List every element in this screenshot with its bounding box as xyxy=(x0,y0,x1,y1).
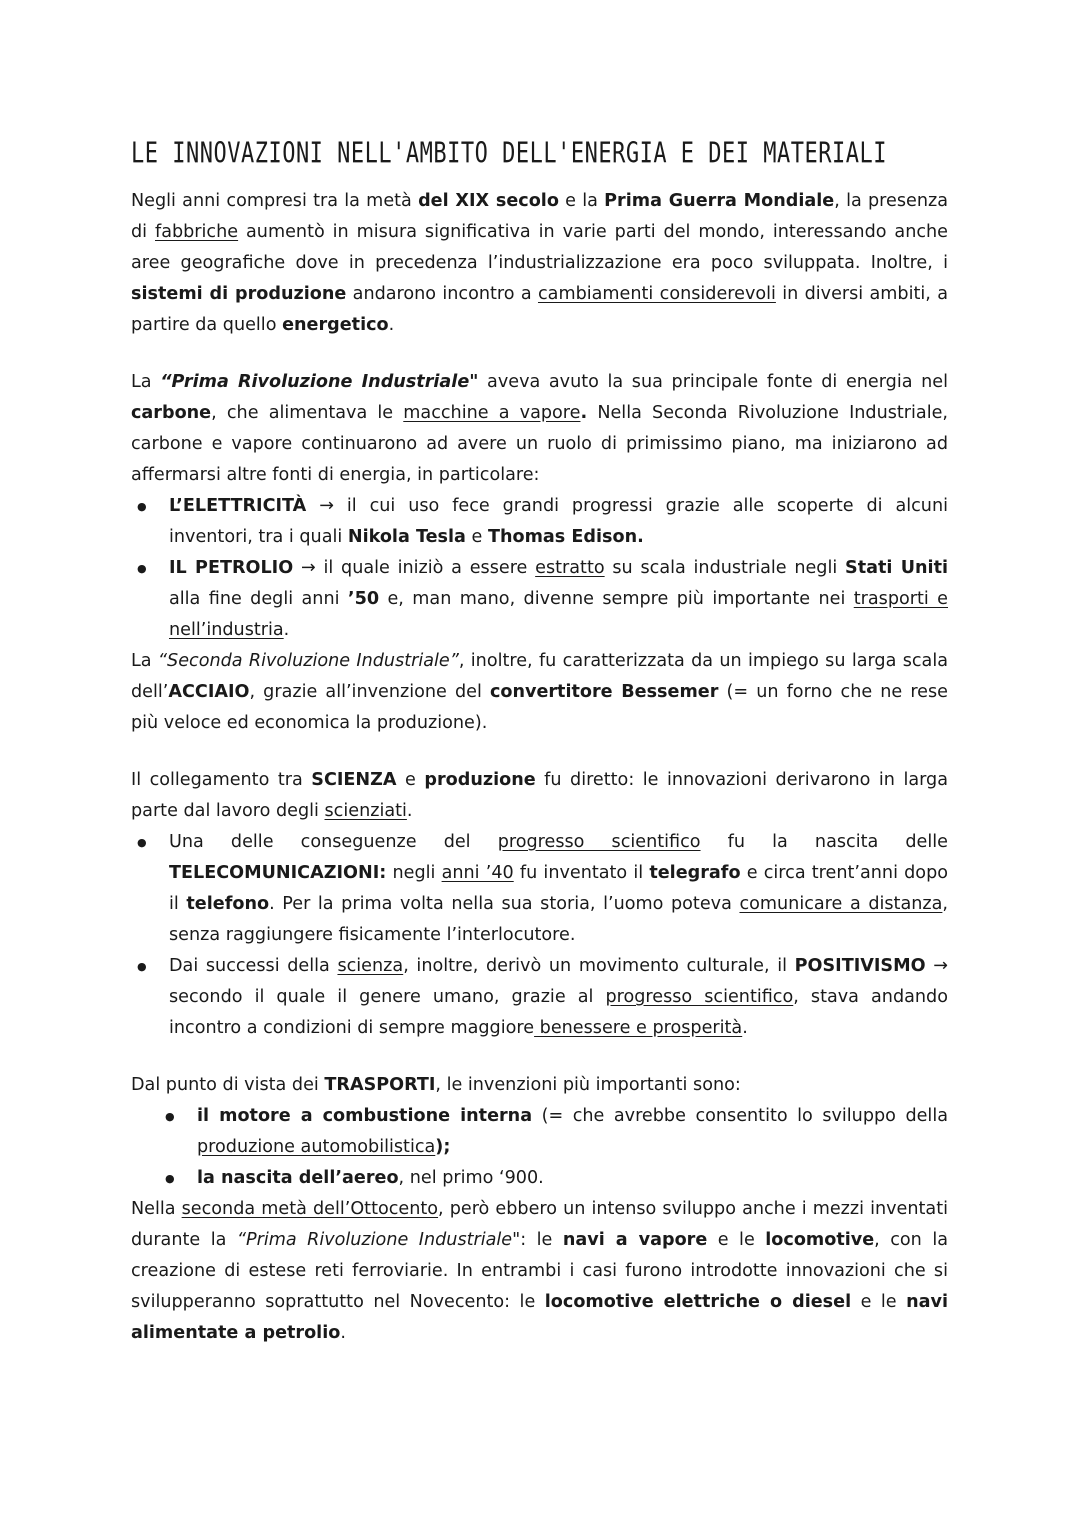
paragraph-transport: Dal punto di vista dei TRASPORTI, le invenzioni più importanti sono: xyxy=(131,1075,741,1095)
list-item-airplane: ● la nascita dell’aereo, nel primo ‘900. xyxy=(131,1163,948,1194)
paragraph-steel: La “Seconda Rivoluzione Industriale”, inoltre, fu caratterizzata da un impiego su larga scala dell’ACCIAIO, grazie all’invenzione del convertitore Bessemer (= un forno che ne rese più veloce ed economica la produzione). xyxy=(131,651,949,733)
transport-list xyxy=(131,1101,948,1194)
paragraph-intro: Negli anni compresi tra la metà del XIX secolo e la Prima Guerra Mondiale, la presenza di fabbriche aumentò in misura significativa in varie parti del mondo, interessando anche aree geografiche dove in precedenza l’industrializzazione era poco sviluppata. Inoltre, i sistemi di produzione andarono incontro a cambiamenti considerevoli in diversi ambiti, a partire da quello energetico. xyxy=(131,191,949,335)
paragraph-energy: La “Prima Rivoluzione Industriale" aveva avuto la sua principale fonte di energia nel carbone, che alimentava le macchine a vapore. Nella Seconda Rivoluzione Industriale, carbone e vapore continuarono ad avere un ruolo di primissimo piano, ma iniziarono ad affermarsi altre fonti di energia, in particolare: xyxy=(131,372,948,485)
paragraph-vehicles: Nella seconda metà dell’Ottocento, però ebbero un intenso sviluppo anche i mezzi inventati durante la “Prima Rivoluzione Industriale": le navi a vapore e le locomotive, con la creazione di estese reti ferroviarie. In entrambi i casi furono introdotte innovazioni che si svilupperanno soprattutto nel Novecento: le locomotive elettriche o diesel e le navi alimentate a petrolio. xyxy=(131,1199,948,1343)
paragraph-science: Il collegamento tra SCIENZA e produzione fu diretto: le innovazioni derivarono in larga parte dal lavoro degli scienziati. xyxy=(131,770,948,821)
list-item-engine: ● il motore a combustione interna (= che avrebbe consentito lo sviluppo della produzione automobilistica); xyxy=(131,1101,948,1163)
energy-list xyxy=(131,491,948,646)
list-item-petroleum: ● IL PETROLIO → il quale iniziò a essere estratto su scala industriale negli Stati Uniti alla fine degli anni ’50 e, man mano, divenne sempre più importante nei trasporti e nell’industria. xyxy=(131,553,948,646)
document-page xyxy=(131,138,948,1349)
list-item-electricity: ● L’ELETTRICITÀ → il cui uso fece grandi progressi grazie alle scoperte di alcuni inventori, tra i quali Nikola Tesla e Thomas Edison. xyxy=(131,491,948,553)
science-list xyxy=(131,827,948,1044)
page-title: LE INNOVAZIONI NELL'AMBITO DELL'ENERGIA E DEI MATERIALI xyxy=(131,138,887,171)
list-item-telecommunications: ● Una delle conseguenze del progresso scientifico fu la nascita delle TELECOMUNICAZIONI: negli anni ’40 fu inventato il telegrafo e circa trent’anni dopo il telefono. Per la prima volta nella sua storia, l’uomo poteva comunicare a distanza, senza raggiungere fisicamente l’interlocutore. xyxy=(131,827,948,951)
list-item-positivism: ● Dai successi della scienza, inoltre, derivò un movimento culturale, il POSITIVISMO → secondo il quale il genere umano, grazie al progresso scientifico, stava andando incontro a condizioni di sempre maggiore benessere e prosperità. xyxy=(131,951,948,1044)
